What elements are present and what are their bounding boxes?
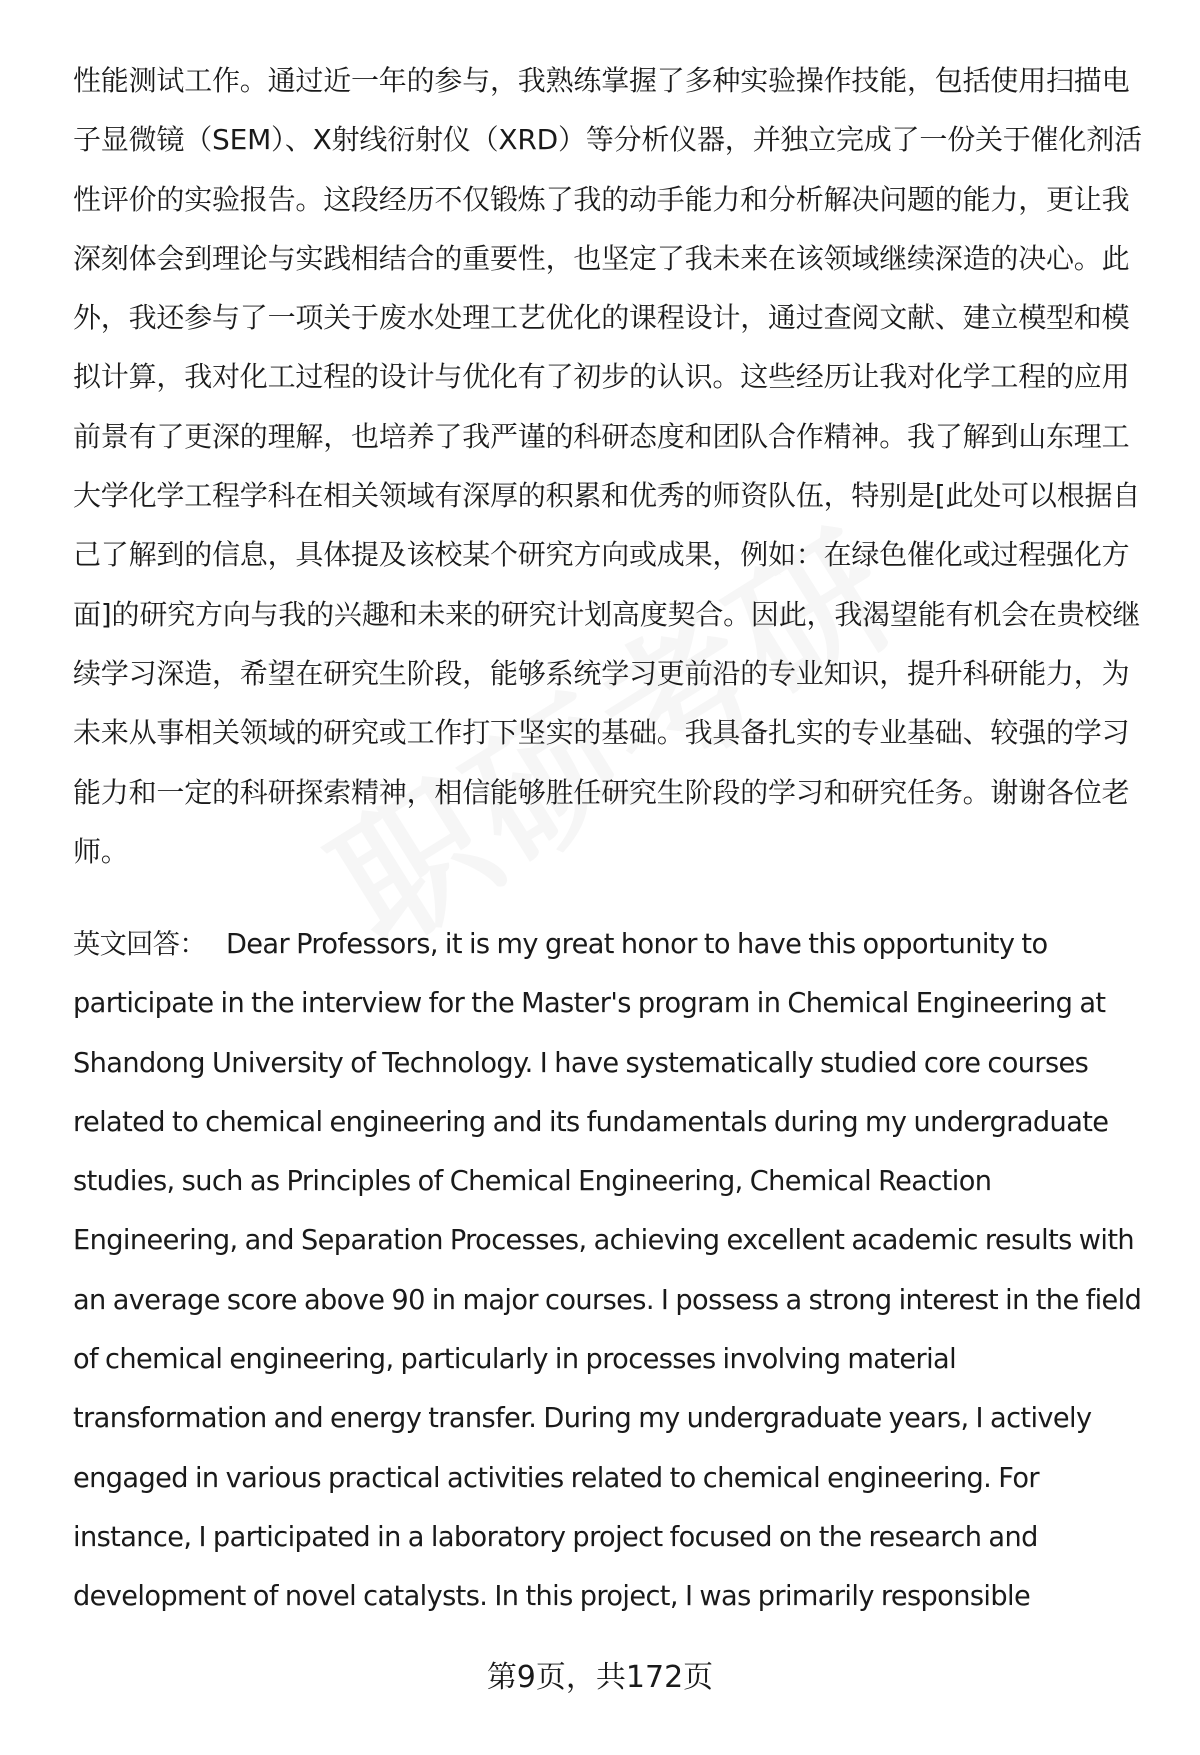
english-answer-label: 英文回答： — [73, 929, 206, 960]
page-number-footer: 第9页，共172页 — [486, 1660, 714, 1695]
chinese-answer-paragraph: 性能测试工作。通过近一年的参与，我熟练掌握了多种实验操作技能，包括使用扫描电子显微镜（SEM）、X射线衍射仪（XRD）等分析仪器，并独立完成了一份关于催化剂活性评价的实验报告。这段经历不仅锻炼了我的动手能力和分析解决问题的能力，更让我深刻体会到理论与实践相结合的重要性，也坚定了我未来在该领域继续深造的决心。此外，我还参与了一项关于废水处理工艺优化的课程设计，通过查阅文献、建立模型和模拟计算，我对化工过程的设计与优化有了初步的认识。这些经历让我对化学工程的应用前景有了更深的理解，也培养了我严谨的科研态度和团队合作精神。我了解到山东理工大学化学工程学科在相关领域有深厚的积累和优秀的师资队伍，特别是[此处可以根据自己了解到的信息，具体提及该校某个研究方向或成果，例如：在绿色催化或过程强化方面]的研究方向与我的兴趣和未来的研究计划高度契合。因此，我渴望能有机会在贵校继续学习深造，希望在研究生阶段，能够系统学习更前沿的专业知识，提升科研能力，为未来从事相关领域的研究或工作打下坚实的基础。我具备扎实的专业基础、较强的学习能力和一定的科研探索精神，相信能够胜任研究生阶段的学习和研究任务。谢谢各位老师。 — [73, 64, 1142, 868]
english-answer-block — [73, 915, 1153, 1627]
english-answer-paragraph: Dear Professors, it is my great honor to have this opportunity to participate in the interview for the Master's program in Chemical Engineering at Shandong University of Technology. I have systematically studied core courses related to chemical engineering and its fundamentals during my undergraduate studies, such as Principles of Chemical Engineering, Chemical Reaction Engineering, and Separation Processes, achieving excellent academic results with an average score above 90 in major courses. I possess a strong interest in the field of chemical engineering, particularly in processes involving material transformation and energy transfer. During my undergraduate years, I actively engaged in various practical activities related to chemical engineering. For instance, I participated in a laboratory project focused on the research and development of novel catalysts. In this project, I was primarily responsible — [73, 929, 1142, 1613]
